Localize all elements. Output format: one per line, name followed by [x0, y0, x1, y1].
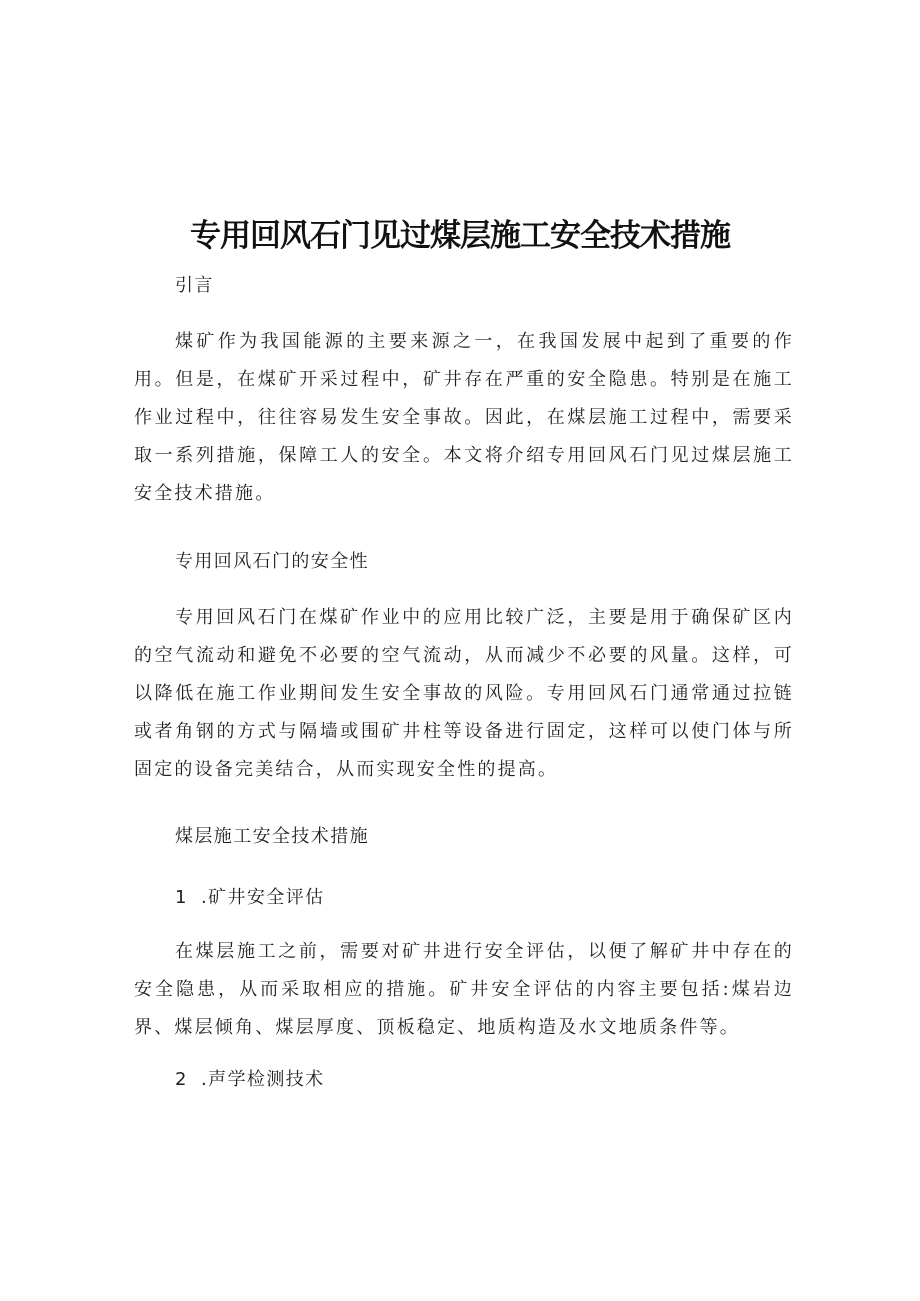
intro-paragraph: 煤矿作为我国能源的主要来源之一，在我国发展中起到了重要的作用。但是，在煤矿开采过程中，矿井存在严重的安全隐患。特别是在施工作业过程中，往往容易发生安全事故。因此，在煤层施工过程中，需要采取一系列措施，保障工人的安全。本文将介绍专用回风石门见过煤层施工安全技术措施。: [134, 331, 794, 504]
list-item-label: .矿井安全评估: [201, 887, 325, 908]
list-item-label: .声学检测技术: [201, 1069, 325, 1090]
document-title: 专用回风石门见过煤层施工安全技术措施: [190, 218, 730, 254]
list-item-number: 2: [175, 1069, 187, 1090]
list-item-heading: [175, 1061, 775, 1099]
safety-paragraph: 专用回风石门在煤矿作业中的应用比较广泛，主要是用于确保矿区内的空气流动和避免不必要的空气流动，从而减少不必要的风量。这样，可以降低在施工作业期间发生安全事故的风险。专用回风石门通常通过拉链或者角钢的方式与隔墙或围矿井柱等设备进行固定，这样可以使门体与所固定的设备完美结合，从而实现安全性的提高。: [134, 607, 794, 780]
assessment-paragraph: 在煤层施工之前，需要对矿井进行安全评估，以便了解矿井中存在的安全隐患，从而采取相应的措施。矿井安全评估的内容主要包括:煤岩边界、煤层倾角、煤层厚度、顶板稳定、地质构造及水文地质条件等。: [134, 941, 794, 1038]
list-item-number: 1: [175, 887, 187, 908]
section-heading-intro: 引言: [175, 275, 214, 296]
list-item-heading: [175, 879, 775, 917]
section-heading-measures: 煤层施工安全技术措施: [175, 826, 369, 847]
section-heading-safety: 专用回风石门的安全性: [175, 551, 369, 572]
